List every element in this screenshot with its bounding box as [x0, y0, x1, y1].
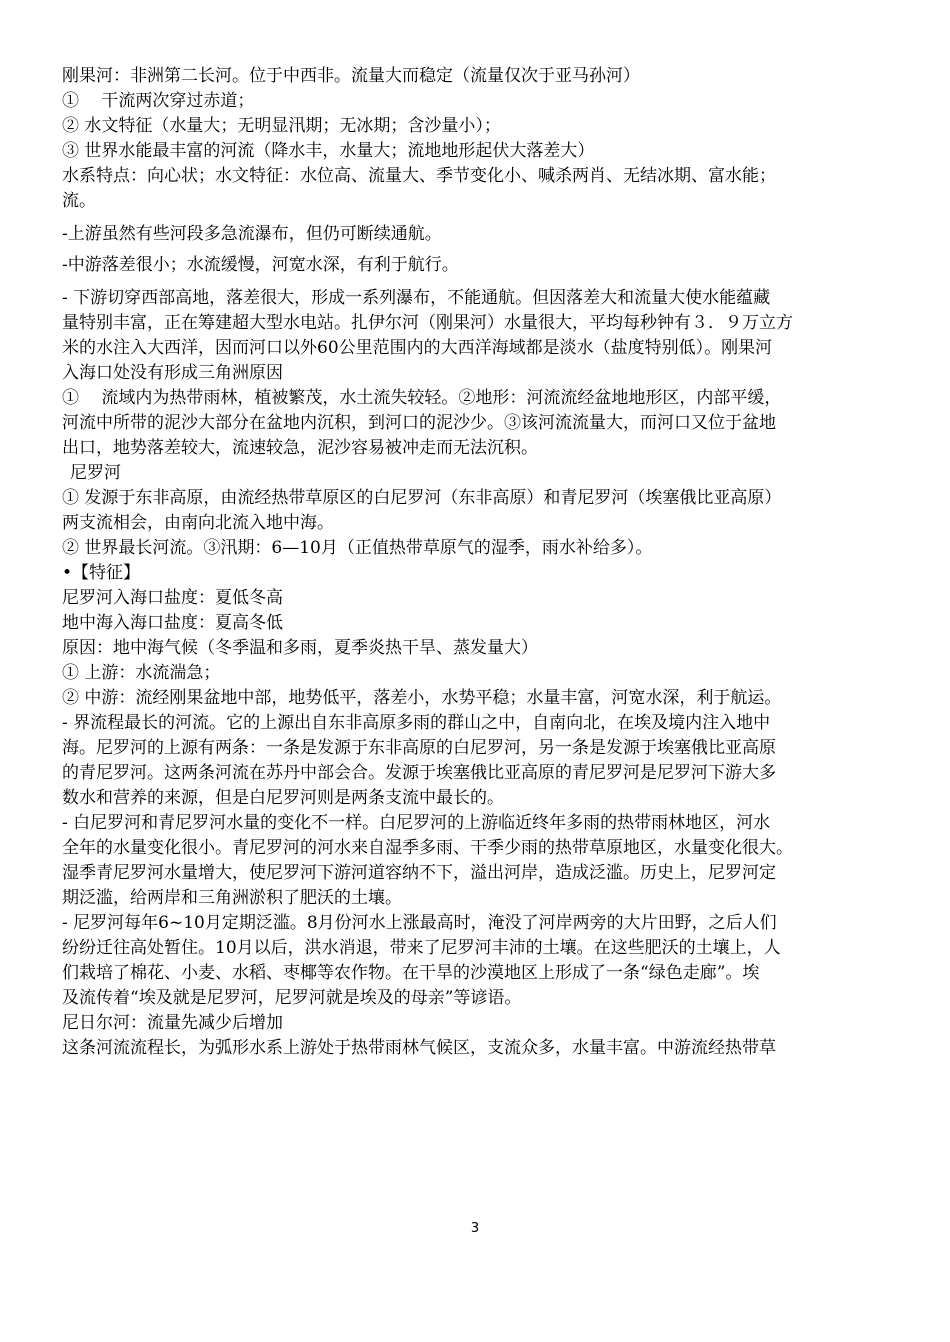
text-line: 湿季青尼罗河水量增大，使尼罗河下游河道容纳不下，溢出河岸，造成泛滥。历史上，尼罗河定 [62, 863, 776, 883]
text-line: - 尼罗河每年6~10月定期泛滥。8月份河水上涨最高时，淹没了河岸两旁的大片田野，之后人们 [62, 913, 777, 933]
text-line: 纷纷迁往高处暂住。10月以后，洪水消退，带来了尼罗河丰沛的土壤。在这些肥沃的土壤上，人 [62, 938, 781, 958]
text-line: -上游虽然有些河段多急流瀑布，但仍可断续通航。 [62, 224, 442, 244]
text-line: 的青尼罗河。这两条河流在苏丹中部会合。发源于埃塞俄比亚高原的青尼罗河是尼罗河下游大多 [62, 763, 776, 783]
text-line: 流。 [62, 191, 96, 211]
text-line: ① 发源于东非高原，由流经热带草原区的白尼罗河（东非高原）和青尼罗河（埃塞俄比亚高原） [62, 488, 782, 508]
text-line: - 白尼罗河和青尼罗河水量的变化不一样。白尼罗河的上游临近终年多雨的热带雨林地区，河水 [62, 813, 771, 833]
text-line: 尼日尔河：流量先减少后增加 [62, 1013, 283, 1033]
text-line: 两支流相会，由南向北流入地中海。 [62, 513, 334, 533]
text-line: - 界流程最长的河流。它的上源出自东非高原多雨的群山之中，自南向北，在埃及境内注入地中 [62, 713, 771, 733]
text-line: - 下游切穿西部高地，落差很大，形成一系列瀑布，不能通航。但因落差大和流量大使水能蕴藏 [62, 288, 771, 308]
text-line: 们栽培了棉花、小麦、水稻、枣椰等农作物。在干旱的沙漠地区上形成了一条“绿色走廊”。埃 [62, 963, 760, 983]
text-line: 量特别丰富，正在筹建超大型水电站。扎伊尔河（刚果河）水量很大，平均每秒钟有３．９万立方 [62, 313, 793, 333]
text-line: 尼罗河入海口盐度：夏低冬高 [62, 588, 283, 608]
text-line: 刚果河：非洲第二长河。位于中西非。流量大而稳定（流量仅次于亚马孙河） [62, 66, 640, 86]
text-line: ③ 世界水能最丰富的河流（降水丰，水量大；流地地形起伏大落差大） [62, 141, 595, 161]
text-line: 海。尼罗河的上源有两条：一条是发源于东非高原的白尼罗河，另一条是发源于埃塞俄比亚高原 [62, 738, 776, 758]
text-line: -中游落差很小；水流缓慢，河宽水深，有利于航行。 [62, 255, 459, 275]
page-number: 3 [470, 1221, 480, 1236]
text-line: ① 干流两次穿过赤道； [62, 91, 255, 111]
text-line: ① 上游：水流湍急； [62, 663, 221, 683]
text-line: 出口，地势落差较大，流速较急，泥沙容易被冲走而无法沉积。 [62, 438, 538, 458]
text-line: 期泛滥，给两岸和三角洲淤积了肥沃的土壤。 [62, 888, 402, 908]
text-line: 原因：地中海气候（冬季温和多雨，夏季炎热干旱、蒸发量大） [62, 638, 538, 658]
text-line: ① 流域内为热带雨林，植被繁茂，水土流失较轻。②地形：河流流经盆地地形区，内部平缓， [62, 388, 782, 408]
text-line: 数水和营养的来源，但是白尼罗河则是两条支流中最长的。 [62, 788, 504, 808]
text-line: 全年的水量变化很小。青尼罗河的河水来自湿季多雨、干季少雨的热带草原地区，水量变化很大。 [62, 838, 793, 858]
section-heading: •【特征】 [62, 563, 141, 583]
text-line: 米的水注入大西洋，因而河口以外60公里范围内的大西洋海域都是淡水（盐度特别低）。刚果河 [62, 338, 773, 358]
text-line: 地中海入海口盐度：夏高冬低 [62, 613, 283, 633]
document-body [62, 64, 892, 1061]
text-line: ② 世界最长河流。③汛期：6—10月（正值热带草原气的湿季，雨水补给多）。 [62, 538, 653, 558]
text-line: ② 水文特征（水量大；无明显汛期；无冰期；含沙量小）； [62, 116, 501, 136]
text-line: 这条河流流程长，为弧形水系上游处于热带雨林气候区，支流众多，水量丰富。中游流经热带草 [62, 1038, 776, 1058]
text-line: 水系特点：向心状；水文特征：水位高、流量大、季节变化小、喊杀两肖、无结冰期、富水能； [62, 166, 776, 186]
text-line: 河流中所带的泥沙大部分在盆地内沉积，到河口的泥沙少。③该河流流量大，而河口又位于盆地 [62, 413, 776, 433]
text-line: 及流传着“埃及就是尼罗河，尼罗河就是埃及的母亲”等谚语。 [62, 988, 522, 1008]
text-line: 入海口处没有形成三角洲原因 [62, 363, 283, 383]
section-heading: 尼罗河 [70, 463, 121, 483]
text-line: ② 中游：流经刚果盆地中部，地势低平，落差小，水势平稳；水量丰富，河宽水深，利于航运。 [62, 688, 782, 708]
